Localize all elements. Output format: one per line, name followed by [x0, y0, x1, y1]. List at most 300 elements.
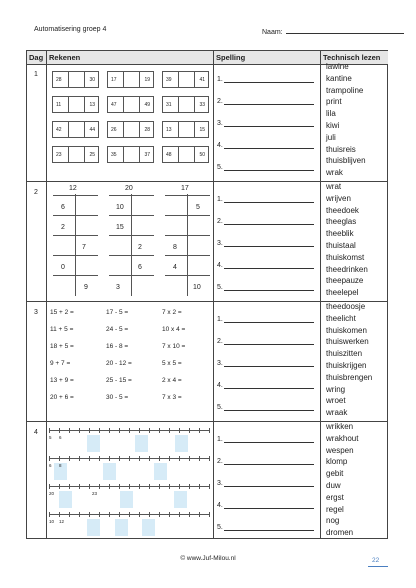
number-line-tick	[159, 512, 160, 517]
box-start-number: 39	[166, 77, 172, 83]
reading-word: wrijven	[326, 193, 351, 203]
top-number: 20	[125, 185, 133, 192]
number-line-tick	[59, 512, 60, 517]
spelling-number: 2.	[217, 338, 223, 345]
spelling-answer-line[interactable]	[224, 170, 314, 171]
spelling-item	[217, 240, 223, 247]
spelling-number: 5.	[217, 284, 223, 291]
number-line-tick	[89, 484, 90, 489]
box-answer-slot[interactable]	[178, 72, 195, 87]
number-line-tick	[79, 484, 80, 489]
reading-word: theelicht	[326, 313, 356, 323]
reading-word: wroet	[326, 396, 346, 406]
box-start-number: 28	[56, 77, 62, 83]
sum-exercise: 20 + 6 =	[50, 394, 74, 401]
spelling-number: 3.	[217, 360, 223, 367]
number-box	[162, 96, 209, 113]
answer-box[interactable]	[120, 491, 133, 508]
split-number: 3	[116, 284, 120, 291]
number-line-tick	[159, 456, 160, 461]
split-number: 15	[116, 224, 124, 231]
answer-box[interactable]	[87, 519, 100, 536]
number-line-tick	[139, 484, 140, 489]
spelling-answer-line[interactable]	[224, 388, 314, 389]
number-line-tick	[119, 512, 120, 517]
sum-exercise: 5 x 5 =	[162, 360, 182, 367]
answer-box[interactable]	[115, 519, 128, 536]
spelling-answer-line[interactable]	[224, 344, 314, 345]
spelling-number: 3.	[217, 240, 223, 247]
page-number: 22	[372, 557, 380, 564]
split-number: 4	[173, 264, 177, 271]
answer-box[interactable]	[175, 435, 188, 452]
spelling-answer-line[interactable]	[224, 148, 314, 149]
sum-exercise: 17 - 5 =	[106, 309, 129, 316]
box-start-number: 17	[111, 77, 117, 83]
answer-box[interactable]	[135, 435, 148, 452]
reading-word: thuiskrijgen	[326, 361, 367, 370]
number-line-tick	[149, 512, 150, 517]
reading-word: juli	[326, 132, 336, 142]
number-line-tick	[169, 428, 170, 433]
split-number: 6	[138, 264, 142, 271]
spelling-number: 4.	[217, 262, 223, 269]
box-answer-slot[interactable]	[68, 72, 85, 87]
number-line-tick	[129, 428, 130, 433]
number-box	[162, 121, 209, 138]
divider	[320, 51, 321, 538]
column-header-dag: Dag	[27, 51, 46, 64]
reading-word: wraak	[326, 408, 348, 418]
number-line-tick	[129, 484, 130, 489]
spelling-item	[217, 284, 223, 291]
split-row-line	[53, 235, 98, 236]
spelling-answer-line[interactable]	[224, 442, 314, 443]
reading-word: thuisreis	[326, 144, 356, 154]
spelling-answer-line[interactable]	[224, 104, 314, 105]
number-line-tick	[69, 428, 70, 433]
split-row-line	[165, 195, 210, 196]
number-line-tick	[159, 484, 160, 489]
box-answer-slot[interactable]	[178, 122, 195, 137]
column-header-spelling: Spelling	[213, 51, 320, 64]
spelling-answer-line[interactable]	[224, 202, 314, 203]
number-line-tick	[189, 512, 190, 517]
number-line-tick	[179, 512, 180, 517]
spelling-item	[217, 480, 223, 487]
split-row-line	[109, 215, 154, 216]
number-line-tick	[209, 484, 210, 489]
reading-word: wrakhout	[326, 433, 359, 443]
split-row-line	[165, 215, 210, 216]
spelling-answer-line[interactable]	[224, 82, 314, 83]
day-number: 1	[34, 71, 38, 78]
split-line	[187, 194, 188, 296]
answer-box[interactable]	[142, 519, 155, 536]
number-line-tick	[99, 428, 100, 433]
reading-word: theedrinken	[326, 264, 368, 274]
split-row-line	[165, 255, 210, 256]
number-box	[107, 146, 154, 163]
number-line-tick	[209, 456, 210, 461]
spelling-number: 5.	[217, 524, 223, 531]
number-line-tick	[209, 512, 210, 517]
spelling-number: 4.	[217, 142, 223, 149]
number-line-label: 12	[59, 519, 65, 524]
spelling-item	[217, 196, 223, 203]
spelling-answer-line[interactable]	[224, 530, 314, 531]
answer-box[interactable]	[59, 491, 72, 508]
spelling-item	[217, 316, 223, 323]
box-start-number: 47	[111, 102, 117, 108]
number-line-tick	[109, 428, 110, 433]
spelling-item	[217, 218, 223, 225]
spelling-number: 2.	[217, 218, 223, 225]
number-line-label: 10	[49, 519, 55, 524]
number-line-tick	[199, 456, 200, 461]
box-start-number: 26	[111, 127, 117, 133]
worksheet-table	[26, 50, 388, 539]
box-end-number: 41	[199, 77, 205, 83]
spelling-number: 5.	[217, 404, 223, 411]
divider	[213, 51, 214, 538]
sum-exercise: 7 x 10 =	[162, 343, 186, 350]
box-start-number: 23	[56, 152, 62, 158]
sum-exercise: 25 - 15 =	[106, 377, 132, 384]
box-answer-slot[interactable]	[123, 97, 140, 112]
spelling-number: 3.	[217, 480, 223, 487]
number-box	[52, 96, 99, 113]
split-row-line	[109, 255, 154, 256]
box-start-number: 48	[166, 152, 172, 158]
sum-exercise: 24 - 5 =	[106, 326, 129, 333]
box-end-number: 13	[89, 102, 95, 108]
spelling-answer-line[interactable]	[224, 246, 314, 247]
sum-exercise: 13 + 9 =	[50, 377, 74, 384]
sum-exercise: 30 - 5 =	[106, 394, 129, 401]
number-line-tick	[59, 456, 60, 461]
spelling-item	[217, 524, 223, 531]
number-box	[107, 121, 154, 138]
box-end-number: 33	[199, 102, 205, 108]
number-line-tick	[79, 512, 80, 517]
split-row-line	[109, 275, 154, 276]
number-line-tick	[49, 484, 50, 489]
box-end-number: 49	[144, 102, 150, 108]
reading-word: theeglas	[326, 217, 357, 227]
column-header-rekenen: Rekenen	[46, 51, 213, 64]
split-row-line	[109, 195, 154, 196]
number-line-tick	[99, 512, 100, 517]
reading-word: theedoosje	[326, 302, 366, 311]
reading-word: thuisblijven	[326, 156, 366, 166]
reading-word: wrikken	[326, 422, 354, 431]
reading-word: klomp	[326, 457, 348, 467]
number-line-tick	[199, 428, 200, 433]
split-row-line	[53, 255, 98, 256]
number-line-tick	[89, 456, 90, 461]
reading-word: wrak	[326, 168, 343, 178]
day-number: 4	[34, 429, 38, 436]
spelling-number: 1.	[217, 76, 223, 83]
split-number: 6	[61, 204, 65, 211]
number-box	[107, 96, 154, 113]
number-line-tick	[79, 428, 80, 433]
split-number: 10	[193, 284, 201, 291]
number-line-tick	[89, 428, 90, 433]
sum-exercise: 11 + 5 =	[50, 326, 74, 333]
spelling-answer-line[interactable]	[224, 464, 314, 465]
spelling-item	[217, 262, 223, 269]
split-number: 2	[61, 224, 65, 231]
box-end-number: 25	[89, 152, 95, 158]
number-line-label: 6	[59, 435, 62, 440]
spelling-number: 5.	[217, 164, 223, 171]
day-number: 3	[34, 309, 38, 316]
divider	[46, 51, 47, 538]
number-box	[162, 71, 209, 88]
answer-box[interactable]	[174, 491, 187, 508]
box-end-number: 30	[89, 77, 95, 83]
sum-exercise: 20 - 12 =	[106, 360, 132, 367]
name-field[interactable]	[262, 26, 404, 36]
spelling-number: 2.	[217, 98, 223, 105]
number-line-tick	[69, 456, 70, 461]
reading-word: duw	[326, 481, 341, 490]
reading-word: lawine	[326, 62, 349, 71]
number-line-tick	[119, 456, 120, 461]
number-box	[107, 71, 154, 88]
sum-exercise: 7 x 3 =	[162, 394, 182, 401]
sum-exercise: 9 + 7 =	[50, 360, 71, 367]
spelling-number: 1.	[217, 436, 223, 443]
box-end-number: 28	[144, 127, 150, 133]
answer-box[interactable]	[87, 435, 100, 452]
spelling-item	[217, 76, 223, 83]
reading-word: thuisbrengen	[326, 372, 373, 382]
top-number: 12	[69, 185, 77, 192]
spelling-item	[217, 338, 223, 345]
number-line-tick	[69, 512, 70, 517]
split-number: 10	[116, 204, 124, 211]
number-line-tick	[109, 484, 110, 489]
split-line	[75, 194, 76, 296]
box-end-number: 50	[199, 152, 205, 158]
spelling-answer-line[interactable]	[224, 224, 314, 225]
box-start-number: 35	[111, 152, 117, 158]
split-row-line	[53, 195, 98, 196]
spelling-item	[217, 436, 223, 443]
spelling-number: 4.	[217, 382, 223, 389]
box-end-number: 19	[144, 77, 150, 83]
number-line-tick	[129, 512, 130, 517]
spelling-number: 1.	[217, 316, 223, 323]
number-box	[52, 121, 99, 138]
spelling-number: 3.	[217, 120, 223, 127]
reading-word: thuiswerken	[326, 337, 369, 347]
number-line-tick	[109, 456, 110, 461]
reading-word: regel	[326, 504, 344, 514]
number-line-tick	[179, 484, 180, 489]
name-line[interactable]	[286, 26, 404, 34]
spelling-item	[217, 502, 223, 509]
reading-word: wespen	[326, 445, 354, 455]
sum-exercise: 10 x 4 =	[162, 326, 186, 333]
reading-word: thuiskomen	[326, 325, 367, 335]
spelling-item	[217, 404, 223, 411]
top-number: 17	[181, 185, 189, 192]
number-line-tick	[49, 512, 50, 517]
split-row-line	[165, 275, 210, 276]
spelling-answer-line[interactable]	[224, 268, 314, 269]
box-end-number: 44	[89, 127, 95, 133]
box-answer-slot[interactable]	[178, 97, 195, 112]
box-end-number: 37	[144, 152, 150, 158]
spelling-item	[217, 360, 223, 367]
box-start-number: 13	[166, 127, 172, 133]
number-line-tick	[79, 456, 80, 461]
number-line-tick	[189, 456, 190, 461]
sum-exercise: 16 - 8 =	[106, 343, 129, 350]
reading-word: theelepel	[326, 288, 359, 298]
box-answer-slot[interactable]	[68, 97, 85, 112]
sum-exercise: 15 + 2 =	[50, 309, 74, 316]
number-line-tick	[209, 428, 210, 433]
sum-exercise: 7 x 2 =	[162, 309, 182, 316]
number-box	[162, 146, 209, 163]
reading-word: trampoline	[326, 85, 364, 95]
number-line-tick	[49, 456, 50, 461]
reading-word: theedoek	[326, 205, 359, 215]
number-line-tick	[49, 428, 50, 433]
page-number-underline	[368, 566, 388, 567]
number-line-tick	[169, 512, 170, 517]
reading-word: kiwi	[326, 121, 340, 130]
footer-credit: © www.Juf-Milou.nl	[180, 555, 236, 562]
reading-word: kantine	[326, 73, 352, 83]
spelling-item	[217, 120, 223, 127]
worksheet-title: Automatisering groep 4	[34, 26, 107, 33]
number-line-tick	[189, 428, 190, 433]
number-line-tick	[69, 484, 70, 489]
reading-word: thuiszitten	[326, 349, 363, 359]
reading-word: ergst	[326, 492, 344, 502]
number-line-tick	[159, 428, 160, 433]
number-line-label: 20	[49, 491, 55, 496]
number-line-tick	[169, 484, 170, 489]
number-line-tick	[119, 428, 120, 433]
box-answer-slot[interactable]	[178, 147, 195, 162]
sum-exercise: 2 x 4 =	[162, 377, 182, 384]
reading-word: lila	[326, 109, 336, 119]
split-number: 2	[138, 244, 142, 251]
split-number: 0	[61, 264, 65, 271]
split-line	[131, 194, 132, 296]
spelling-item	[217, 458, 223, 465]
spelling-item	[217, 98, 223, 105]
split-number: 9	[84, 284, 88, 291]
sum-exercise: 18 + 5 =	[50, 343, 74, 350]
spelling-number: 2.	[217, 458, 223, 465]
number-line-tick	[139, 512, 140, 517]
reading-word: thuistaal	[326, 241, 356, 250]
number-line-tick	[109, 512, 110, 517]
reading-word: print	[326, 97, 342, 107]
box-start-number: 11	[56, 102, 62, 108]
number-line-tick	[169, 456, 170, 461]
number-line-tick	[179, 428, 180, 433]
number-line-tick	[99, 484, 100, 489]
number-line-label: 6	[49, 463, 52, 468]
spelling-answer-line[interactable]	[224, 486, 314, 487]
number-line-label: 23	[92, 491, 98, 496]
number-line-tick	[149, 428, 150, 433]
number-line-tick	[89, 512, 90, 517]
split-row-line	[109, 235, 154, 236]
reading-word: wring	[326, 384, 346, 394]
reading-word: wrat	[326, 182, 342, 191]
split-number: 5	[196, 204, 200, 211]
split-number: 8	[173, 244, 177, 251]
number-line-tick	[199, 512, 200, 517]
spelling-answer-line[interactable]	[224, 290, 314, 291]
reading-word: theeblik	[326, 229, 354, 239]
number-line-tick	[149, 456, 150, 461]
spelling-answer-line[interactable]	[224, 508, 314, 509]
spelling-item	[217, 382, 223, 389]
split-row-line	[53, 275, 98, 276]
number-line-tick	[139, 456, 140, 461]
number-line-tick	[119, 484, 120, 489]
reading-word: dromen	[326, 528, 354, 538]
spelling-number: 1.	[217, 196, 223, 203]
number-line-tick	[199, 484, 200, 489]
box-start-number: 42	[56, 127, 62, 133]
box-end-number: 15	[199, 127, 205, 133]
box-answer-slot[interactable]	[123, 122, 140, 137]
reading-word: theepauze	[326, 276, 364, 286]
answer-box[interactable]	[103, 463, 116, 480]
answer-box[interactable]	[154, 463, 167, 480]
number-line-tick	[139, 428, 140, 433]
number-line-tick	[129, 456, 130, 461]
spelling-answer-line[interactable]	[224, 322, 314, 323]
column-header-technisch-lezen: Technisch lezen	[320, 51, 388, 64]
number-line-tick	[59, 484, 60, 489]
spelling-answer-line[interactable]	[224, 126, 314, 127]
name-label: Naam:	[262, 29, 283, 36]
spelling-answer-line[interactable]	[224, 366, 314, 367]
split-row-line	[53, 215, 98, 216]
box-answer-slot[interactable]	[123, 72, 140, 87]
reading-word: nog	[326, 516, 340, 526]
box-answer-slot[interactable]	[68, 122, 85, 137]
number-line-tick	[59, 428, 60, 433]
number-line-tick	[179, 456, 180, 461]
box-start-number: 31	[166, 102, 172, 108]
spelling-item	[217, 164, 223, 171]
split-row-line	[165, 235, 210, 236]
number-line-tick	[149, 484, 150, 489]
number-line-tick	[189, 484, 190, 489]
number-line-label: 8	[59, 463, 62, 468]
box-answer-slot[interactable]	[68, 147, 85, 162]
box-answer-slot[interactable]	[123, 147, 140, 162]
spelling-number: 4.	[217, 502, 223, 509]
number-line-tick	[99, 456, 100, 461]
number-box	[52, 146, 99, 163]
spelling-answer-line[interactable]	[224, 410, 314, 411]
